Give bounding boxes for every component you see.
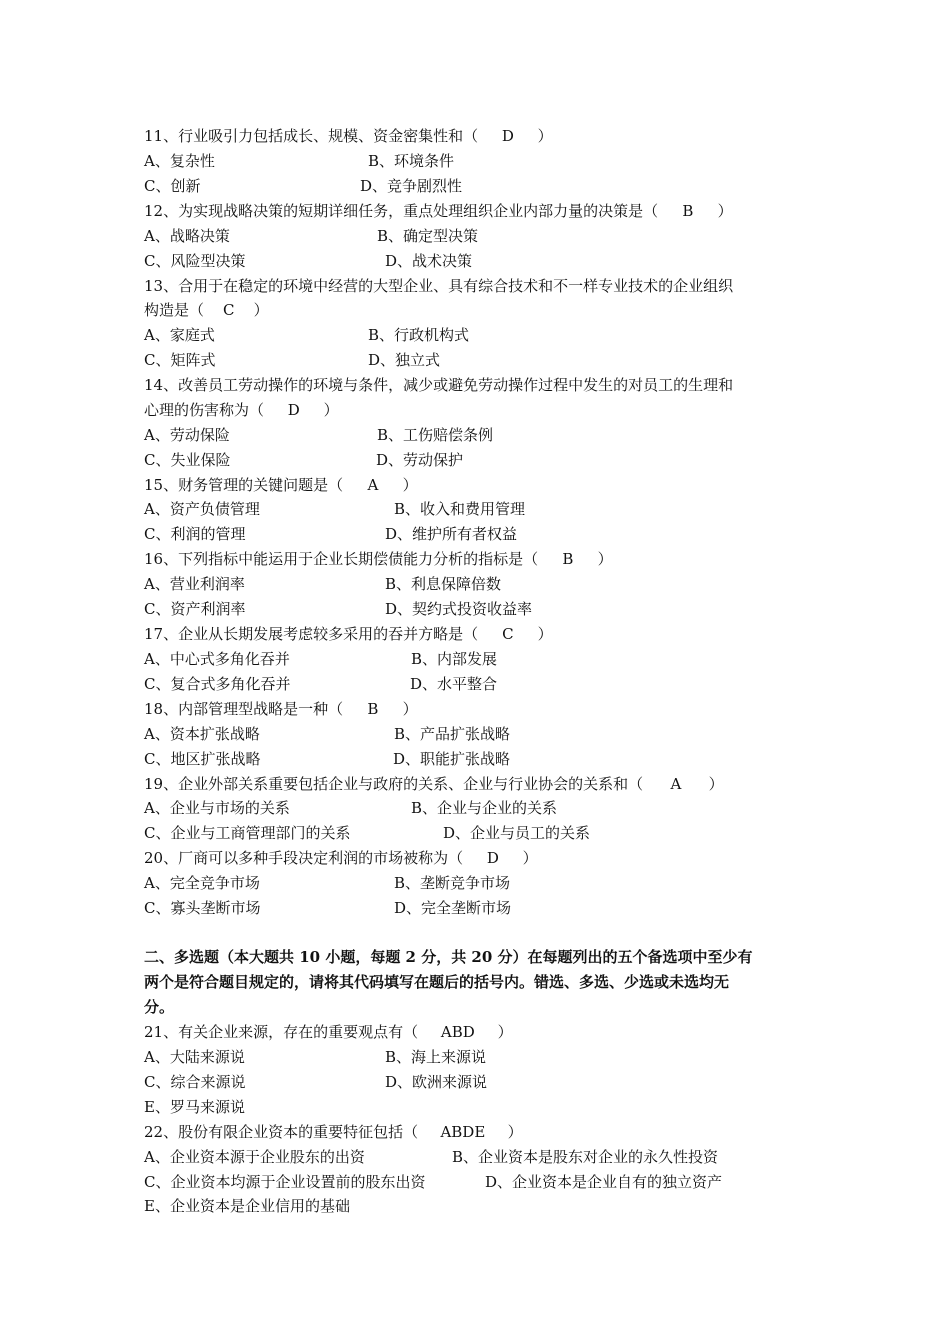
answer: D bbox=[501, 127, 514, 145]
option-a: A、企业资本源于企业股东的出资 bbox=[144, 1148, 365, 1166]
option-a: A、中心式多角化吞并 bbox=[144, 650, 290, 668]
option-b: B、环境条件 bbox=[368, 152, 455, 170]
close-paren: ） bbox=[708, 775, 724, 793]
option-d: D、劳动保护 bbox=[376, 451, 464, 469]
close-paren: ） bbox=[497, 1023, 513, 1041]
option-row bbox=[144, 251, 473, 271]
question-stem bbox=[144, 201, 733, 221]
question-stem bbox=[144, 276, 733, 296]
option-row bbox=[144, 450, 464, 470]
answer: D bbox=[486, 849, 499, 867]
answer: ABD bbox=[440, 1023, 475, 1041]
close-paren: ） bbox=[537, 625, 553, 643]
option-d: D、维护所有者权益 bbox=[385, 525, 518, 543]
option-c: C、资产利润率 bbox=[144, 600, 246, 618]
answer: B bbox=[367, 700, 379, 718]
question-stem bbox=[144, 475, 418, 495]
option-row bbox=[144, 226, 479, 246]
option-row bbox=[144, 724, 511, 744]
stem-text: 13、合用于在稳定的环境中经营的大型企业、具有综合技术和不一样专业技术的企业组织 bbox=[144, 277, 734, 295]
option-c: C、企业与工商管理部门的关系 bbox=[144, 824, 351, 842]
option-e: E、罗马来源说 bbox=[144, 1098, 245, 1116]
option-row bbox=[144, 599, 533, 619]
option-b: B、确定型决策 bbox=[377, 227, 479, 245]
option-d: D、欧洲来源说 bbox=[385, 1073, 488, 1091]
close-paren: ） bbox=[537, 127, 553, 145]
close-paren: ） bbox=[507, 1123, 523, 1141]
option-d: D、独立式 bbox=[368, 351, 441, 369]
option-row bbox=[144, 1196, 350, 1216]
stem-text: 12、为实现战略决策的短期详细任务，重点处理组织企业内部力量的决策是（ bbox=[144, 202, 659, 220]
option-c: C、复合式多角化吞并 bbox=[144, 675, 291, 693]
option-row bbox=[144, 350, 441, 370]
question-stem bbox=[144, 126, 553, 146]
option-b: B、工伤赔偿条例 bbox=[377, 426, 494, 444]
close-paren: ） bbox=[402, 700, 418, 718]
answer: A bbox=[670, 775, 682, 793]
option-row bbox=[144, 823, 591, 843]
section-header: 二、多选题（本大题共 10 小题，每题 2 分，共 20 分）在每题列出的五个备选项中至少有 bbox=[144, 948, 753, 966]
option-a: A、战略决策 bbox=[144, 227, 230, 245]
option-c: C、综合来源说 bbox=[144, 1073, 246, 1091]
option-a: A、复杂性 bbox=[144, 152, 215, 170]
option-c: C、风险型决策 bbox=[144, 252, 246, 270]
option-row bbox=[144, 873, 511, 893]
question-stem bbox=[144, 624, 553, 644]
option-row bbox=[144, 325, 470, 345]
question-stem bbox=[144, 848, 538, 868]
answer: ABDE bbox=[440, 1123, 486, 1141]
option-a: A、营业利润率 bbox=[144, 575, 245, 593]
stem-text: 18、内部管理型战略是一种（ bbox=[144, 700, 344, 718]
option-row bbox=[144, 176, 463, 196]
option-d: D、完全垄断市场 bbox=[394, 899, 512, 917]
option-e: E、企业资本是企业信用的基础 bbox=[144, 1197, 350, 1215]
option-d: D、战术决策 bbox=[385, 252, 473, 270]
option-c: C、利润的管理 bbox=[144, 525, 246, 543]
answer: B bbox=[562, 550, 574, 568]
option-row bbox=[144, 749, 511, 769]
question-stem-cont bbox=[144, 400, 339, 420]
stem-text: 16、下列指标中能运用于企业长期偿债能力分析的指标是（ bbox=[144, 550, 539, 568]
option-a: A、家庭式 bbox=[144, 326, 215, 344]
question-stem bbox=[144, 1122, 523, 1142]
option-b: B、海上来源说 bbox=[385, 1048, 487, 1066]
stem-text: 心理的伤害称为（ bbox=[144, 401, 265, 419]
option-b: B、企业与企业的关系 bbox=[411, 799, 558, 817]
question-stem bbox=[144, 699, 418, 719]
option-row bbox=[144, 1147, 719, 1167]
question-stem-cont bbox=[144, 300, 269, 320]
close-paren: ） bbox=[717, 202, 733, 220]
question-stem bbox=[144, 1022, 513, 1042]
option-row bbox=[144, 151, 455, 171]
stem-text: 21、有关企业来源，存在的重要观点有（ bbox=[144, 1023, 419, 1041]
option-b: B、内部发展 bbox=[411, 650, 498, 668]
answer: A bbox=[367, 476, 379, 494]
question-stem bbox=[144, 375, 733, 395]
option-b: B、产品扩张战略 bbox=[394, 725, 511, 743]
option-d: D、契约式投资收益率 bbox=[385, 600, 533, 618]
option-a: A、资产负债管理 bbox=[144, 500, 260, 518]
option-d: D、企业与员工的关系 bbox=[443, 824, 591, 842]
option-c: C、企业资本均源于企业设置前的股东出资 bbox=[144, 1173, 426, 1191]
option-d: D、水平整合 bbox=[410, 675, 498, 693]
option-row bbox=[144, 499, 526, 519]
option-a: A、企业与市场的关系 bbox=[144, 799, 290, 817]
option-d: D、竞争剧烈性 bbox=[360, 177, 463, 195]
option-row bbox=[144, 1072, 488, 1092]
section-header: 分。 bbox=[144, 998, 175, 1016]
close-paren: ） bbox=[402, 476, 418, 494]
answer: C bbox=[502, 625, 514, 643]
option-a: A、完全竞争市场 bbox=[144, 874, 260, 892]
option-d: D、企业资本是企业自有的独立资产 bbox=[485, 1173, 723, 1191]
option-row bbox=[144, 574, 502, 594]
option-row bbox=[144, 1047, 487, 1067]
stem-text: 19、企业外部关系重要包括企业与政府的关系、企业与行业协会的关系和（ bbox=[144, 775, 644, 793]
option-row bbox=[144, 524, 518, 544]
section-header: 两个是符合题目规定的，请将其代码填写在题后的括号内。错选、多选、少选或未选均无 bbox=[144, 973, 730, 991]
option-b: B、企业资本是股东对企业的永久性投资 bbox=[452, 1148, 719, 1166]
option-row bbox=[144, 425, 494, 445]
option-c: C、寡头垄断市场 bbox=[144, 899, 261, 917]
answer: B bbox=[682, 202, 694, 220]
stem-text: 17、企业从长期发展考虑较多采用的吞并方略是（ bbox=[144, 625, 479, 643]
option-b: B、利息保障倍数 bbox=[385, 575, 502, 593]
option-c: C、地区扩张战略 bbox=[144, 750, 261, 768]
stem-text: 构造是（ bbox=[144, 301, 205, 319]
question-stem bbox=[144, 774, 724, 794]
option-a: A、劳动保险 bbox=[144, 426, 230, 444]
close-paren: ） bbox=[323, 401, 339, 419]
option-a: A、资本扩张战略 bbox=[144, 725, 260, 743]
stem-text: 14、改善员工劳动操作的环境与条件，减少或避免劳动操作过程中发生的对员工的生理和 bbox=[144, 376, 734, 394]
option-d: D、职能扩张战略 bbox=[393, 750, 511, 768]
option-row bbox=[144, 1097, 245, 1117]
stem-text: 15、财务管理的关键问题是（ bbox=[144, 476, 344, 494]
stem-text: 22、股份有限企业资本的重要特征包括（ bbox=[144, 1123, 419, 1141]
stem-text: 11、行业吸引力包括成长、规模、资金密集性和（ bbox=[144, 127, 479, 145]
option-c: C、创新 bbox=[144, 177, 201, 195]
question-stem bbox=[144, 549, 613, 569]
answer: C bbox=[223, 301, 235, 319]
option-b: B、收入和费用管理 bbox=[394, 500, 526, 518]
option-c: C、失业保险 bbox=[144, 451, 231, 469]
option-row bbox=[144, 674, 498, 694]
option-row bbox=[144, 1172, 723, 1192]
option-b: B、垄断竞争市场 bbox=[394, 874, 511, 892]
close-paren: ） bbox=[253, 301, 269, 319]
answer: D bbox=[287, 401, 300, 419]
stem-text: 20、厂商可以多种手段决定利润的市场被称为（ bbox=[144, 849, 464, 867]
option-b: B、行政机构式 bbox=[368, 326, 470, 344]
option-c: C、矩阵式 bbox=[144, 351, 216, 369]
close-paren: ） bbox=[597, 550, 613, 568]
option-a: A、大陆来源说 bbox=[144, 1048, 245, 1066]
option-row bbox=[144, 798, 558, 818]
close-paren: ） bbox=[522, 849, 538, 867]
option-row bbox=[144, 649, 498, 669]
option-row bbox=[144, 898, 512, 918]
